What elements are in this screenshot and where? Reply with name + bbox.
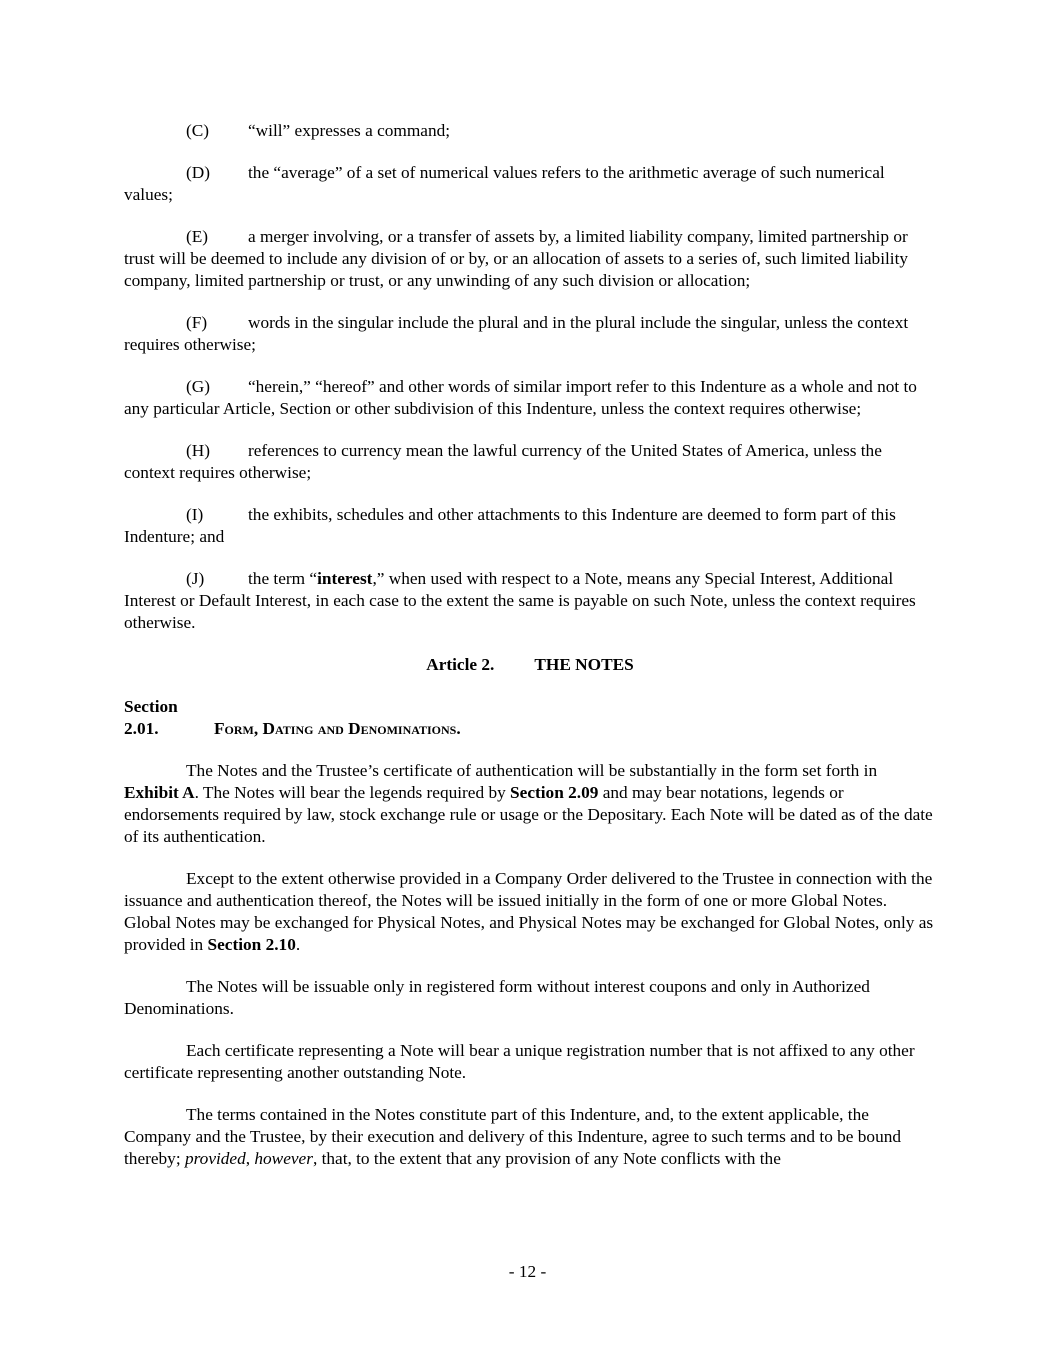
list-item-i xyxy=(124,504,936,548)
item-label: (G) xyxy=(186,377,210,396)
text-run: , xyxy=(245,1149,255,1168)
item-text-pre: the term “ xyxy=(248,569,318,588)
page-number: - 12 - xyxy=(508,1262,547,1281)
section-title: Form, Dating and Denominations. xyxy=(214,719,461,738)
item-text: “will” expresses a command; xyxy=(248,121,451,140)
item-label: (H) xyxy=(186,441,210,460)
section-reference: Section 2.10 xyxy=(207,935,296,954)
item-label: (J) xyxy=(186,569,205,588)
section-number: Section 2.01. xyxy=(124,697,178,738)
item-text: references to currency mean the lawful currency of the United States of America, unless the context requires otherwise; xyxy=(124,441,882,482)
document-body xyxy=(124,120,936,1190)
section-reference: Section 2.09 xyxy=(510,783,599,802)
item-label: (F) xyxy=(186,313,208,332)
list-item-d xyxy=(124,162,936,206)
exhibit-reference: Exhibit A xyxy=(124,783,195,802)
item-label: (I) xyxy=(186,505,204,524)
item-text: a merger involving, or a transfer of assets by, a limited liability company, limited partnership or trust will be deemed to include any division of or by, or an allocation of assets to a series of, such limited liability company, limited partnership or trust, or any unwinding of any such division or allocation; xyxy=(124,227,909,290)
text-run: Except to the extent otherwise provided in a Company Order delivered to the Trustee in connection with the issuance and authentication thereof, the Notes will be issued initially in the form of one or more Global Notes. Global Notes may be exchanged for Physical Notes, and Physical Notes may be exchanged for Global Notes, only as provided in xyxy=(124,869,934,954)
paragraph-registration-number: Each certificate representing a Note will bear a unique registration number that is not affixed to any other certificate representing another outstanding Note. xyxy=(124,1041,915,1082)
defined-term: interest xyxy=(317,569,373,588)
list-item-f xyxy=(124,312,936,356)
text-run: The Notes and the Trustee’s certificate of authentication will be substantially in the form set forth in xyxy=(186,761,878,780)
text-run: . xyxy=(295,935,301,954)
emphasis: however xyxy=(254,1149,313,1168)
text-run: , that, to the extent that any provision of any Note conflicts with the xyxy=(312,1149,781,1168)
article-heading xyxy=(124,654,936,676)
article-title: THE NOTES xyxy=(534,655,634,674)
list-item-h xyxy=(124,440,936,484)
list-item-g xyxy=(124,376,936,420)
item-label: (D) xyxy=(186,163,210,182)
item-text: the exhibits, schedules and other attachments to this Indenture are deemed to form part of this Indenture; and xyxy=(124,505,896,546)
text-run: and may bear notations, legends or endorsements required by law, stock exchange rule or usage or the Depositary. Each Note will be dated as of the date of its authentication. xyxy=(124,783,933,846)
text-run: The terms contained in the Notes constitute part of this Indenture, and, to the extent applicable, the Company and the Trustee, by their execution and delivery of this Indenture, agree to such terms and to be bound thereby; xyxy=(124,1105,901,1168)
item-text-post: ,” when used with respect to a Note, means any Special Interest, Additional Interest or Default Interest, in each case to the extent the same is payable on such Note, unless the context requires otherwise. xyxy=(124,569,916,632)
item-text: “herein,” “hereof” and other words of similar import refer to this Indenture as a whole and not to any particular Article, Section or other subdivision of this Indenture, unless the context requires otherwise; xyxy=(124,377,917,418)
article-number: Article 2. xyxy=(426,655,495,674)
list-item-j xyxy=(124,568,936,634)
emphasis: provided xyxy=(184,1149,246,1168)
item-text: the “average” of a set of numerical values refers to the arithmetic average of such numerical values; xyxy=(124,163,885,204)
paragraph-global-notes xyxy=(124,868,936,956)
section-heading xyxy=(124,696,936,740)
item-text: words in the singular include the plural and in the plural include the singular, unless the context requires otherwise; xyxy=(124,313,909,354)
paragraph-terms xyxy=(124,1104,936,1170)
list-item-c xyxy=(124,120,936,142)
list-item-e xyxy=(124,226,936,292)
item-label: (E) xyxy=(186,227,209,246)
paragraph-form xyxy=(124,760,936,848)
item-label: (C) xyxy=(186,121,210,140)
text-run: . The Notes will bear the legends required by xyxy=(194,783,511,802)
paragraph-registered-form: The Notes will be issuable only in registered form without interest coupons and only in Authorized Denominations. xyxy=(124,977,870,1018)
